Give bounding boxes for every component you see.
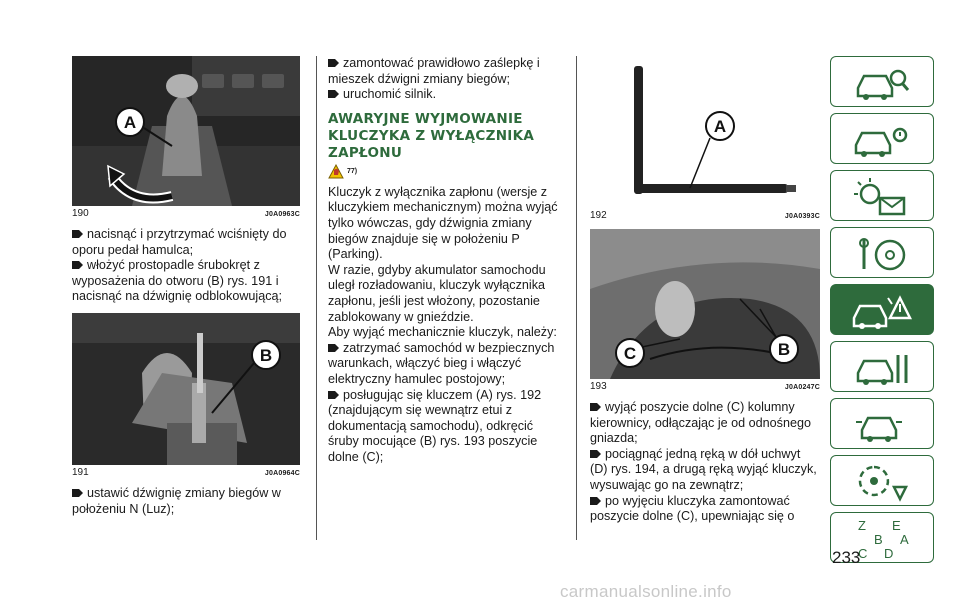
index-letter: D [884,545,894,561]
bullet-list [328,56,564,103]
figure-number: 192 [590,210,607,221]
chapter-tab-multimedia[interactable] [830,455,934,506]
figure-code: J0A0393C [784,213,820,220]
callout-a: A [713,117,727,136]
index-letter: E [892,517,901,533]
bullet-list [590,400,820,525]
bullet-text: pociągnąć jedną ręką w dół uchwyt (D) rys. 194, a drugą ręką wyjąć kluczyk, wysuwając go na zewnątrz; [590,446,817,492]
bullet-item [590,400,820,447]
bullet-arrow-icon [590,450,601,458]
figure-190-caption [72,208,300,219]
figure-number: 190 [72,208,89,219]
bullet-item [328,87,564,103]
car-info-icon [844,58,920,106]
callout-b: B [777,340,791,359]
figure-number: 191 [72,466,89,478]
column-2 [328,56,564,465]
column-3 [590,56,820,525]
chapter-tab-car-info[interactable] [830,56,934,107]
figure-code: J0A0964C [264,469,300,477]
steering-key-icon [844,229,920,277]
chapter-tab-car-warning[interactable] [830,113,934,164]
column-divider [316,56,317,540]
bullet-list [328,341,564,466]
chapter-tab-car-specs[interactable] [830,398,934,449]
figure-191-caption [72,467,300,478]
bullet-item [328,341,564,388]
callout-c: C [623,344,637,363]
car-maintenance-icon [844,343,920,391]
column-1 [72,56,300,517]
bullet-arrow-icon [328,59,339,67]
warning-reference [328,164,564,179]
figure-code: J0A0963C [264,211,300,218]
bullet-text: posługując się kluczem (A) rys. 192 (znajdującym się wewnątrz etui z dokumentacją samochodu), odkręcić śruby mocujące (B) rys. 193 poszycie dolne (C); [328,387,542,464]
watermark: carmanualsonline.info [560,582,732,601]
bullet-arrow-icon [590,403,601,411]
car-specs-icon [844,400,920,448]
bullet-arrow-icon [328,90,339,98]
figure-code: J0A0247C [784,384,820,391]
figure-192-caption [590,210,820,221]
chapter-tab-lights-mail[interactable] [830,170,934,221]
bullet-text: po wyjęciu kluczyka zamontować poszycie dolne (C), upewniając się o [590,493,795,524]
bullet-list [72,486,300,517]
chapter-tab-car-emergency[interactable] [830,284,934,335]
gear-lever-photo [72,56,300,206]
bullet-arrow-icon [328,391,339,399]
car-emergency-icon [844,286,920,334]
bullet-item [590,494,820,525]
paragraph: Aby wyjąć mechanicznie kluczyk, należy: [328,325,557,340]
chapter-tabs [830,56,934,569]
index-letter: C [858,545,868,561]
index-letter: Z [858,517,866,533]
bullet-item [72,258,300,305]
steering-column-photo [590,229,820,379]
bullet-text: włożyć prostopadle śrubokręt z wyposażenia do otworu (B) rys. 191 i nacisnąć na dźwignię odblokowującą; [72,258,283,304]
bullet-list [72,227,300,305]
figure-190-photo [72,56,300,206]
bullet-arrow-icon [72,489,83,497]
bullet-arrow-icon [590,497,601,505]
paragraph: W razie, gdyby akumulator samochodu uległ rozładowaniu, kluczyk wyłącznika zapłonu, jeśli jest włożony, pozostanie zablokowany w gnieździe. [328,262,546,324]
bullet-item [590,447,820,494]
bullet-item [72,227,300,258]
figure-191-photo [72,313,300,465]
bullet-arrow-icon [328,344,339,352]
callout-a: A [123,113,137,132]
bullet-text: zatrzymać samochód w bezpiecznych warunkach, włączyć bieg i włączyć elektryczny hamulec postojowy; [328,340,555,386]
bullet-arrow-icon [72,230,83,238]
multimedia-icon [844,457,920,505]
page-number: 233 [832,548,861,567]
bullet-arrow-icon [72,261,83,269]
paragraph: Kluczyk z wyłącznika zapłonu (wersje z kluczykiem mechanicznym) można wyjąć tylko wówczas, gdy dźwignia zmiany biegów znajduje się w położeniu P (Parking). [328,184,558,262]
section-heading: AWARYJNE WYJMOWANIE KLUCZYKA Z WYŁĄCZNIKA ZAPŁONU [328,110,535,161]
column-divider [576,56,577,540]
warning-ref-number: 77) [347,167,358,175]
bullet-text: nacisnąć i przytrzymać wciśnięty do oporu pedał hamulca; [72,227,287,257]
chapter-tab-steering-key[interactable] [830,227,934,278]
bullet-text: zamontować prawidłowo zaślepkę i mieszek dźwigni zmiany biegów; [328,56,540,86]
gear-lever-screwdriver-photo [72,313,300,465]
warning-icon [328,164,344,179]
figure-number: 193 [590,381,607,392]
bullet-item [72,486,300,517]
bullet-item [328,388,564,466]
bullet-text: ustawić dźwignię zmiany biegów w położeniu N (Luz); [72,485,281,516]
bullet-text: uruchomić silnik. [343,87,437,102]
car-warning-icon [844,115,920,163]
figure-193-photo [590,229,820,379]
index-letter: B [874,531,883,547]
figure-193-caption [590,381,820,392]
paragraph-group [328,185,564,341]
bullet-text: wyjąć poszycie dolne (C) kolumny kierownicy, odłączając je od odnośnego gniazda; [590,400,811,446]
bullet-item [328,56,564,87]
callout-b: B [259,345,273,365]
index-letter: A [900,531,909,547]
figure-192-image [590,56,820,208]
lights-mail-icon [844,172,920,220]
l-key-drawing [590,56,820,208]
chapter-tab-car-maintenance[interactable] [830,341,934,392]
